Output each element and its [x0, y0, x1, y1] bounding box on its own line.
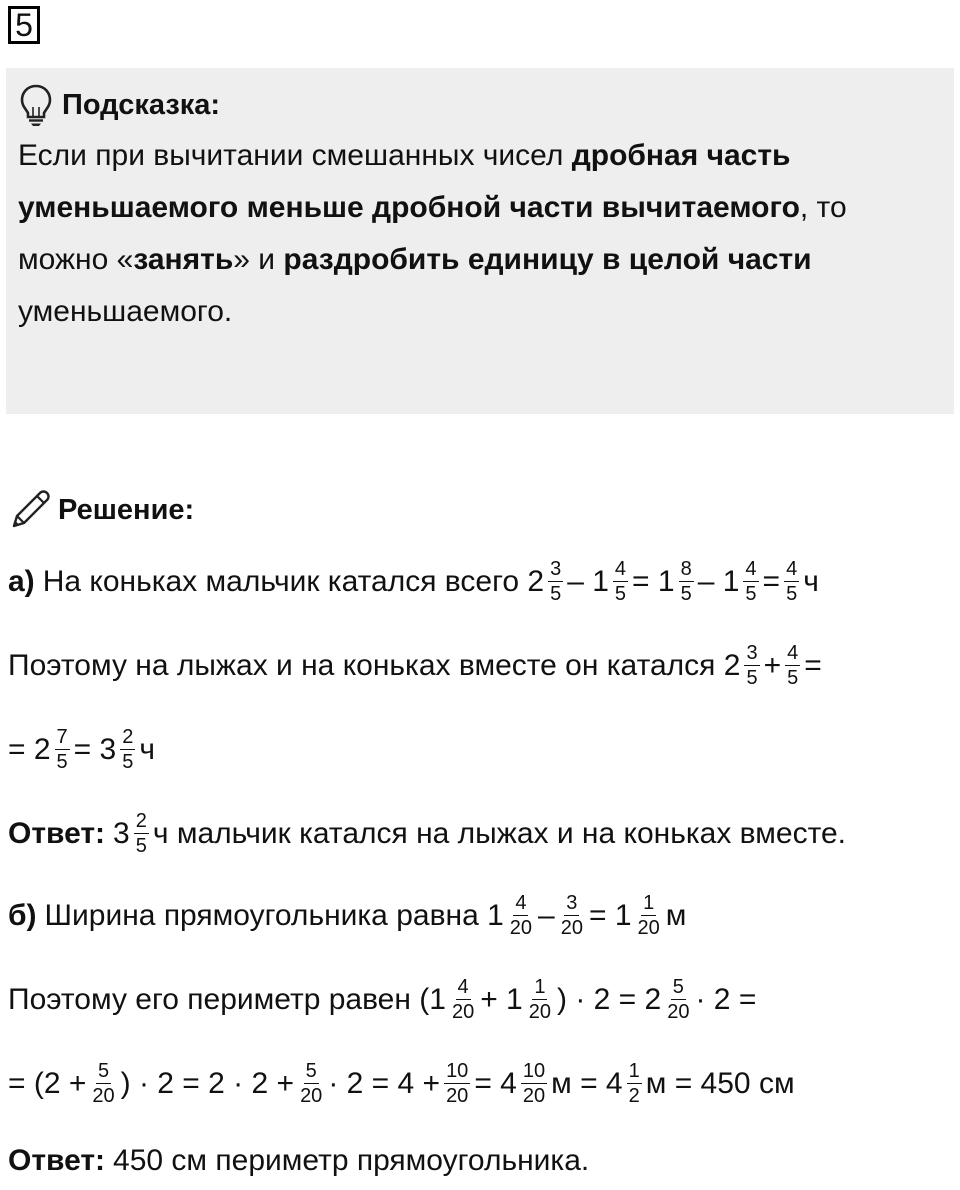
hint-text-part: » и: [233, 243, 284, 276]
fraction: $\frac{4}{5}$: [786, 558, 798, 605]
part-b-text: Ширина прямоугольника равна 1: [44, 898, 504, 932]
hint-text-part: , то можно «: [18, 191, 847, 276]
solution-a-line3: [8, 726, 155, 773]
answer-label: Ответ:: [8, 816, 106, 850]
task-number: 5: [8, 6, 40, 44]
solution-b-answer: [8, 1144, 589, 1178]
fraction: $\frac{1}{2}$: [628, 1060, 640, 1107]
unit: ч: [139, 732, 155, 766]
part-a-label: а): [8, 564, 35, 598]
answer-text: 450 см периметр прямоугольника.: [113, 1144, 590, 1177]
fraction: $\frac{5}{20}$: [92, 1060, 115, 1107]
operator: м = 4: [551, 1066, 623, 1100]
fraction: $\frac{8}{5}$: [680, 558, 692, 605]
solution-a-answer: [8, 810, 846, 857]
operator: · 2 = 4 +: [328, 1066, 441, 1100]
lightbulb-icon: [18, 83, 54, 127]
hint-text-bold: раздробить единицу в целой части: [283, 243, 812, 276]
fraction: $\frac{3}{5}$: [746, 642, 758, 689]
operator: + 1: [480, 982, 523, 1016]
answer-number: 3: [113, 816, 130, 850]
operator: =: [762, 564, 781, 598]
operator: =: [804, 648, 822, 682]
fraction: $\frac{2}{5}$: [135, 810, 147, 857]
hint-text-bold: занять: [133, 243, 234, 276]
fraction: $\frac{3}{20}$: [560, 892, 583, 939]
solution-header: [8, 488, 194, 532]
operator: – 1: [697, 564, 740, 598]
solution-b-line2: [8, 976, 756, 1023]
operator: – 1: [567, 564, 609, 598]
answer-label: Ответ:: [8, 1144, 106, 1177]
operator: = 3: [73, 732, 117, 766]
hint-text: [18, 130, 942, 338]
part-a-text: На коньках мальчик катался всего 2: [42, 564, 545, 598]
fraction: $\frac{5}{20}$: [300, 1060, 323, 1107]
fraction: $\frac{4}{20}$: [509, 892, 533, 939]
operator: м = 450 см: [645, 1066, 795, 1100]
solution-a-line2: [8, 642, 822, 689]
solution-b-line3: [8, 1060, 795, 1107]
hint-text-part: уменьшаемого.: [18, 295, 233, 328]
pencil-icon: [8, 488, 52, 532]
operator: +: [763, 648, 782, 682]
part-b-line2-text: Поэтому его периметр равен (1: [8, 982, 446, 1016]
fraction: $\frac{10}{20}$: [446, 1060, 469, 1107]
unit: ч: [803, 564, 819, 598]
hint-text-bold: дробная часть уменьшаемого меньше дробной части вычитаемого: [18, 139, 800, 224]
fraction: $\frac{10}{20}$: [522, 1060, 546, 1107]
hint-text-part: Если при вычитании смешанных чисел: [18, 139, 572, 172]
operator: ) · 2 = 2: [557, 982, 662, 1016]
fraction: $\frac{4}{5}$: [614, 558, 627, 605]
solution-b-line1: [8, 892, 686, 939]
fraction: $\frac{4}{20}$: [451, 976, 475, 1023]
solution-title: Решение:: [58, 493, 195, 526]
fraction: $\frac{2}{5}$: [122, 726, 134, 773]
unit: м: [665, 898, 687, 932]
operator: · 2 =: [695, 982, 757, 1016]
hint-title: Подсказка:: [62, 88, 221, 121]
hint-box: [6, 68, 954, 414]
operator: = 4: [474, 1066, 517, 1100]
part-b-label: б): [8, 898, 37, 932]
fraction: $\frac{3}{5}$: [550, 558, 562, 605]
fraction: $\frac{4}{5}$: [787, 642, 799, 689]
fraction: $\frac{5}{20}$: [667, 976, 690, 1023]
fraction: $\frac{1}{20}$: [528, 976, 551, 1023]
fraction: $\frac{7}{5}$: [56, 726, 68, 773]
operator: –: [538, 898, 555, 932]
operator: = 2: [8, 732, 51, 766]
operator: ) · 2 = 2 · 2 +: [120, 1066, 295, 1100]
operator: = 1: [588, 898, 632, 932]
solution-a-line1: [8, 558, 819, 605]
part-a-line2-text: Поэтому на лыжах и на коньках вместе он катался 2: [8, 648, 741, 682]
answer-text: ч мальчик катался на лыжах и на коньках вместе.: [152, 816, 846, 850]
operator: = 1: [632, 564, 675, 598]
fraction: $\frac{1}{20}$: [637, 892, 660, 939]
fraction: $\frac{4}{5}$: [745, 558, 757, 605]
hint-header: [18, 80, 942, 130]
operator: = (2 +: [8, 1066, 87, 1100]
